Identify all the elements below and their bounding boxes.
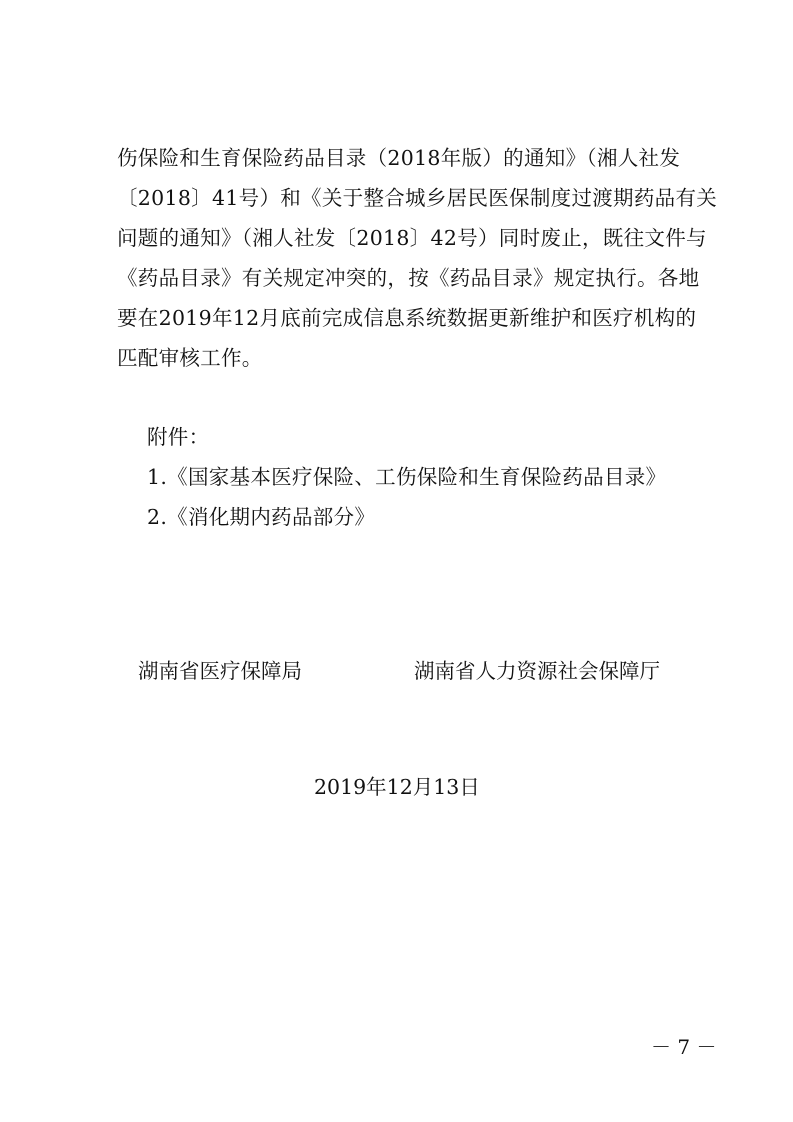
signer-left: 湖南省医疗保障局	[138, 659, 302, 683]
page-number: － 7 －	[651, 1035, 717, 1059]
body-line-1: 伤保险和生育保险药品目录（2018年版）的通知》（湘人社发	[117, 146, 681, 170]
body-line-4: 《药品目录》有关规定冲突的，按《药品目录》规定执行。各地	[117, 266, 700, 290]
body-line-5: 要在2019年12月底前完成信息系统数据更新维护和医疗机构的	[117, 306, 697, 330]
attachments-heading: 附件：	[147, 425, 210, 449]
body-line-3: 问题的通知》（湘人社发〔2018〕42号）同时废止，既往文件与	[117, 226, 707, 250]
body-line-2: 〔2018〕41号）和《关于整合城乡居民医保制度过渡期药品有关	[117, 186, 718, 210]
issue-date: 2019年12月13日	[314, 775, 480, 799]
attachment-item-1: 1.《国家基本医疗保险、工伤保险和生育保险药品目录》	[147, 465, 667, 489]
attachment-item-2: 2.《消化期内药品部分》	[147, 505, 376, 529]
body-line-6: 匹配审核工作。	[117, 346, 263, 370]
signer-right: 湖南省人力资源社会保障厅	[414, 659, 660, 683]
